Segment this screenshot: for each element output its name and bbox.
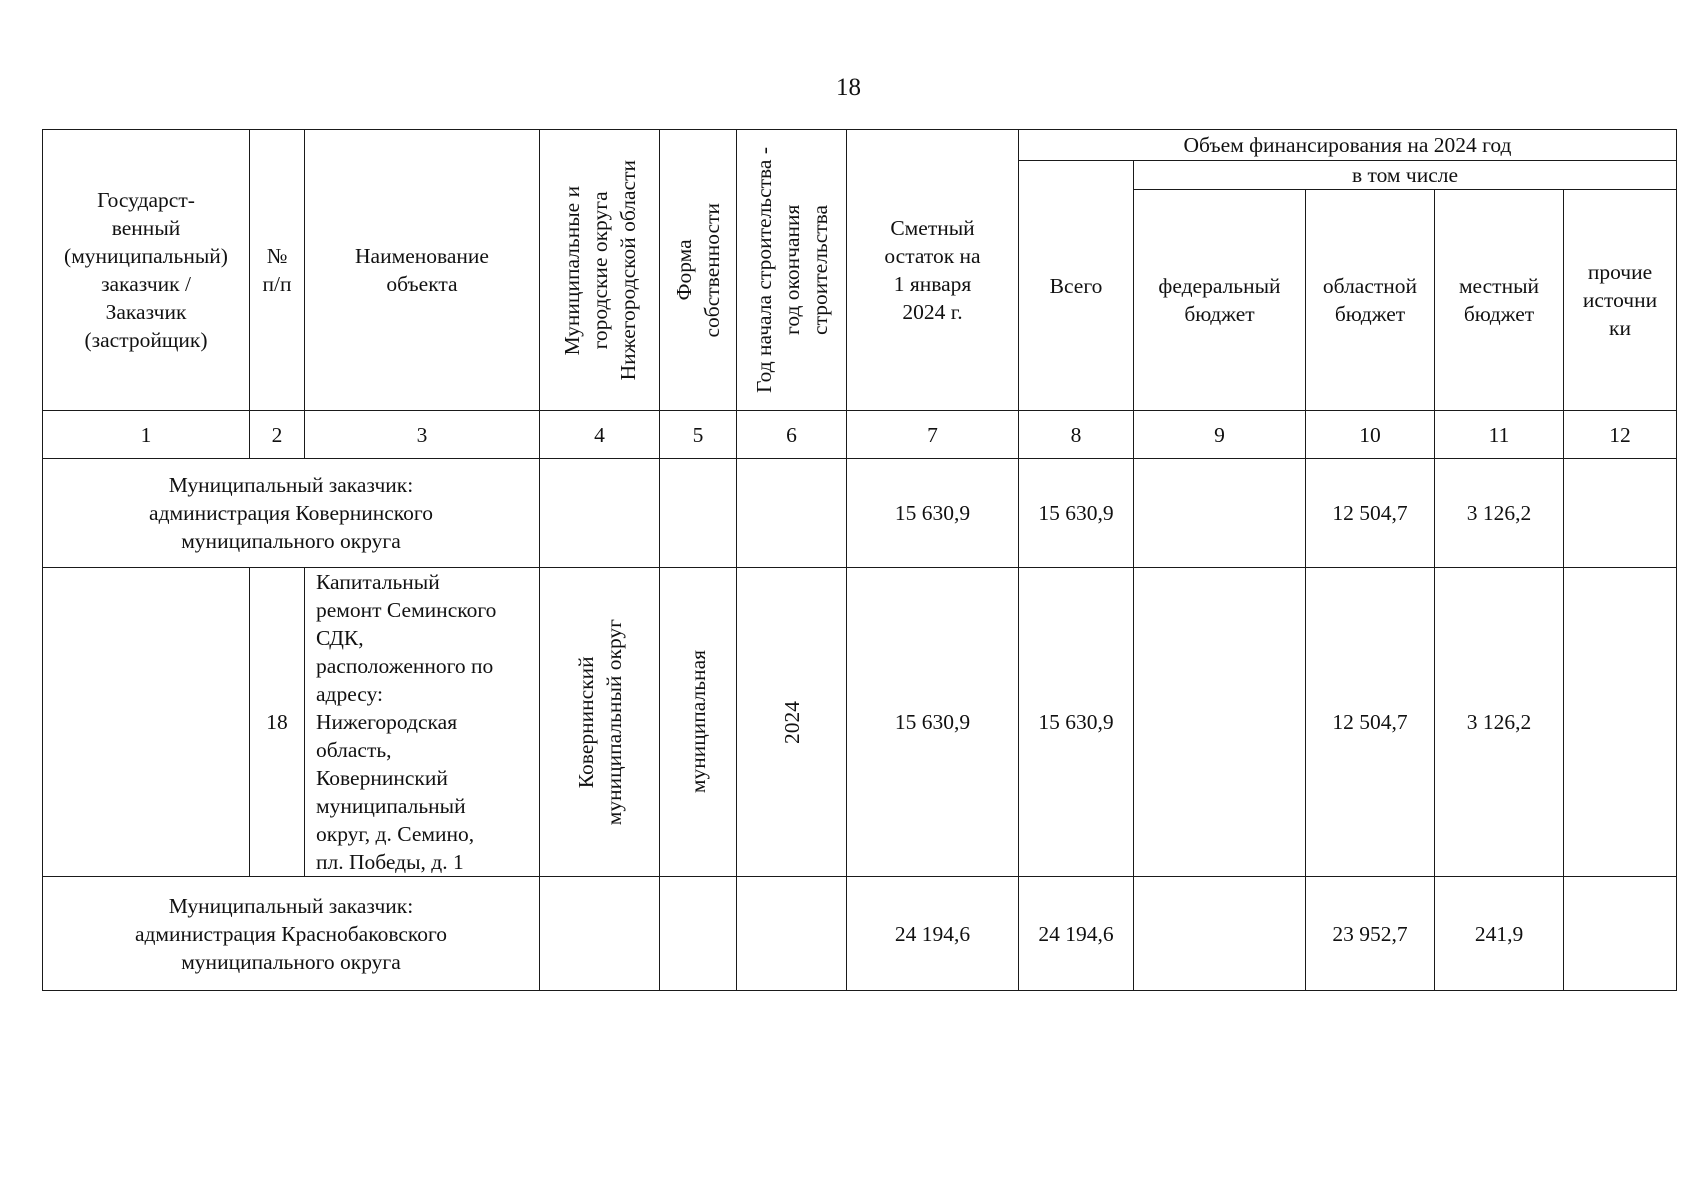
federal-value [1134,459,1306,568]
regional-value: 23 952,7 [1306,877,1435,991]
header-object-name: Наименование объекта [305,130,540,411]
column-number: 7 [847,411,1019,459]
header-municipal-districts: Муниципальные и городские округа Нижегородской области [540,130,660,411]
empty-cell [737,459,847,568]
object-ownership: муниципальная [660,568,737,877]
total-value: 15 630,9 [1019,459,1134,568]
header-estimate: Сметный остаток на 1 января 2024 г. [847,130,1019,411]
column-number: 3 [305,411,540,459]
federal-value [1134,877,1306,991]
regional-value: 12 504,7 [1306,568,1435,877]
column-number: 6 [737,411,847,459]
column-number: 8 [1019,411,1134,459]
column-number-row [43,411,1677,459]
group-customer: Муниципальный заказчик: администрация Ковернинского муниципального округа [43,459,540,568]
total-value: 24 194,6 [1019,877,1134,991]
column-number: 1 [43,411,250,459]
regional-value: 12 504,7 [1306,459,1435,568]
header-including: в том числе [1134,161,1677,190]
federal-value [1134,568,1306,877]
header-customer: Государст- венный (муниципальный) заказчик / Заказчик (застройщик) [43,130,250,411]
estimate-value: 15 630,9 [847,568,1019,877]
object-npp: 18 [250,568,305,877]
column-number: 2 [250,411,305,459]
column-number: 5 [660,411,737,459]
header-years: Год начала строительства - год окончания строительства [737,130,847,411]
group-customer: Муниципальный заказчик: администрация Краснобаковского муниципального округа [43,877,540,991]
empty-cell [737,877,847,991]
header-npp: № п/п [250,130,305,411]
total-value: 15 630,9 [1019,568,1134,877]
header-federal: федеральный бюджет [1134,190,1306,411]
empty-cell [660,459,737,568]
other-value [1564,877,1677,991]
column-number: 12 [1564,411,1677,459]
financing-table [42,129,1677,991]
other-value [1564,568,1677,877]
object-name: Капитальный ремонт Семинского СДК, расположенного по адресу: Нижегородская область, Ковернинский муниципальный округ, д. Семино, пл. Победы, д. 1 [305,568,540,877]
header-row-1 [43,130,1677,161]
column-number: 10 [1306,411,1435,459]
object-row-18 [43,568,1677,877]
header-ownership: Форма собственности [660,130,737,411]
object-years: 2024 [737,568,847,877]
other-value [1564,459,1677,568]
empty-cell [540,877,660,991]
group-row-koverninsky [43,459,1677,568]
estimate-value: 24 194,6 [847,877,1019,991]
header-other: прочие источни ки [1564,190,1677,411]
group-row-krasnobakovsky [43,877,1677,991]
column-number: 9 [1134,411,1306,459]
header-regional: областной бюджет [1306,190,1435,411]
empty-cell [43,568,250,877]
header-financing: Объем финансирования на 2024 год [1019,130,1677,161]
page-number: 18 [836,74,861,101]
estimate-value: 15 630,9 [847,459,1019,568]
local-value: 241,9 [1435,877,1564,991]
empty-cell [540,459,660,568]
column-number: 4 [540,411,660,459]
header-total: Всего [1019,161,1134,411]
local-value: 3 126,2 [1435,568,1564,877]
column-number: 11 [1435,411,1564,459]
header-local: местный бюджет [1435,190,1564,411]
empty-cell [660,877,737,991]
local-value: 3 126,2 [1435,459,1564,568]
object-district: Ковернинский муниципальный округ [540,568,660,877]
